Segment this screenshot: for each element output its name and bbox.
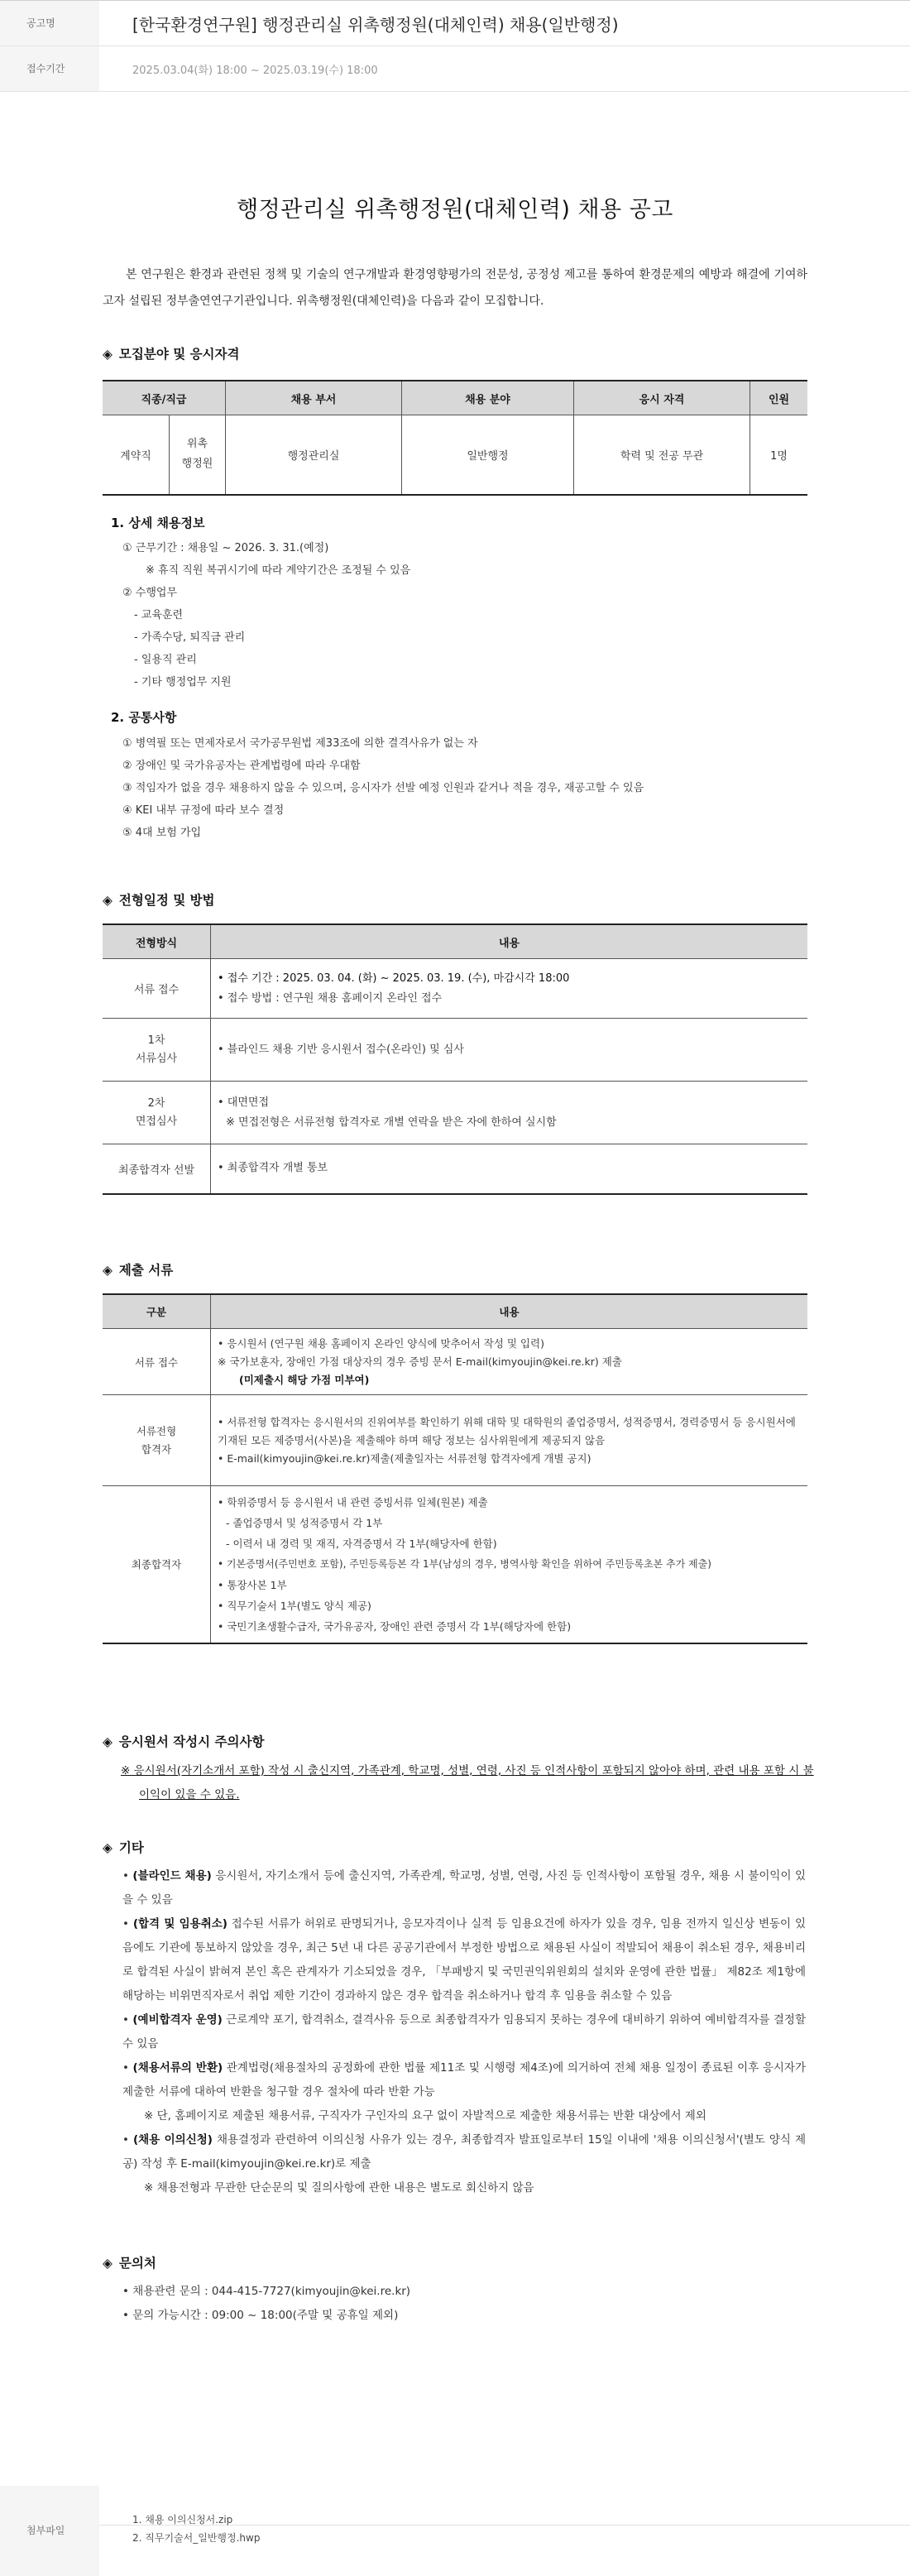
list-item: • 채용관련 문의 : 044-415-7727(kimyoujin@kei.re.kr) xyxy=(122,2285,411,2298)
content-line: • 학위증명서 등 응시원서 내 관련 증빙서류 일체(원본) 제출 xyxy=(218,1495,488,1509)
list-item: - 가족수당, 퇴직금 관리 xyxy=(134,631,246,644)
diamond-icon: ◈ xyxy=(103,893,113,908)
col-header: 전형방식 xyxy=(103,924,211,959)
list-item: ① 근무기간 : 채용일 ~ 2026. 3. 31.(예정) xyxy=(122,542,329,554)
etc-list xyxy=(122,1864,806,2200)
recruit-heading: ◈ 모집분야 및 응시자격 xyxy=(103,347,240,362)
attach-list xyxy=(132,2511,260,2547)
cell-name: 서류 접수 xyxy=(103,1329,211,1395)
notice-title: [한국환경연구원] 행정관리실 위촉행정원(대체인력) 채용(일반행정) xyxy=(132,14,619,35)
cell-name: 서류전형 합격자 xyxy=(103,1395,211,1486)
cell-grade: 위촉 행정원 xyxy=(170,415,226,495)
cell-content xyxy=(211,1395,808,1486)
cell-content xyxy=(211,1329,808,1395)
notice-content xyxy=(0,92,910,2526)
content-line: • 국민기초생활수급자, 국가유공자, 장애인 관련 증명서 각 1부(해당자에 한함) xyxy=(218,1619,572,1633)
diamond-icon: ◈ xyxy=(103,1263,113,1278)
diamond-icon: ◈ xyxy=(103,2256,113,2271)
col-header: 인원 xyxy=(750,381,808,415)
meta-title-row xyxy=(0,1,910,46)
docs-table xyxy=(103,1293,807,1644)
notice-period: 2025.03.04(화) 18:00 ~ 2025.03.19(수) 18:00 xyxy=(132,64,378,77)
contact-heading: ◈ 문의처 xyxy=(103,2256,156,2271)
col-header: 채용 부서 xyxy=(226,381,402,415)
cell-content xyxy=(211,1082,808,1144)
content-line: • 직무기술서 1부(별도 양식 제공) xyxy=(218,1599,371,1612)
etc-item: • (합격 및 임용취소) 접수된 서류가 허위로 판명되거나, 응모자격이나 실적 등 임용요건에 하자가 있을 경우, 임용 전까지 일신상 변동이 있음에도 기관에 통보하지 않았을 경우, 최근 5년 내 다른 공공기관에서 부정한 방법으로 채용된 사실이 적발되어 채용이 취소된 경우, 채용비리로 합격된 사실이 밝혀져 본인 혹은 관계자가 기소되었을 경우, 「부패방지 및 국민권익위원회의 설치와 운영에 관한 법률」 제82조 제1항에 해당하는 비위면직자로서 취업 제한 기간이 경과하지 않은 경우 합격을 취소하거나 합격 후 임용을 취소할 수 있음 xyxy=(122,1917,806,2003)
list-item: - 일용직 관리 xyxy=(134,654,197,666)
notice-meta xyxy=(0,0,910,92)
common-list xyxy=(122,732,644,844)
etc-item: • (채용 이의신청) 채용결정과 관련하여 이의신청 사유가 있는 경우, 최종합격자 발표일로부터 15일 이내에 '채용 이의신청서'(별도 양식 제공) 작성 후 E-mail(kimyoujin@kei.re.kr)로 제출 xyxy=(122,2133,806,2171)
content-line: • 접수 방법 : 연구원 채용 홈페이지 온라인 접수 xyxy=(218,991,443,1005)
doc-intro: 본 연구원은 환경과 관련된 정책 및 기술의 연구개발과 환경영향평가의 전문성, 공정성 제고를 통하여 환경문제의 예방과 해결에 기여하고자 설립된 정부출연연구기관입니다. 위촉행정원(대체인력)을 다음과 같이 모집합니다. xyxy=(103,268,807,308)
recruit-table xyxy=(103,380,807,496)
list-item: ③ 적임자가 없을 경우 채용하지 않을 수 있으며, 응시자가 선발 예정 인원과 같거나 적을 경우, 재공고할 수 있음 xyxy=(122,782,644,794)
cell-name: 2차 면접심사 xyxy=(103,1082,211,1144)
col-header: 직종/직급 xyxy=(103,381,226,415)
attach-label: 첨부파일 xyxy=(0,2486,99,2576)
cell-name: 서류 접수 xyxy=(103,959,211,1019)
list-item: • 문의 가능시간 : 09:00 ~ 18:00(주말 및 공휴일 제외) xyxy=(122,2309,399,2322)
cell-content xyxy=(211,1486,808,1643)
content-line: - 졸업증명서 및 성적증명서 각 1부 xyxy=(226,1516,383,1529)
cell-type: 계약직 xyxy=(103,415,170,495)
docs-heading: ◈ 제출 서류 xyxy=(103,1263,174,1278)
content-line: • 서류전형 합격자는 응시원서의 진위여부를 확인하기 위해 대학 및 대학원의 졸업증명서, 성적증명서, 경력증명서 등 응시원서에 기재된 모든 제증명서(사본)을 제출해야 하며 해당 정보는 심사위원에게 제공되지 않음 xyxy=(218,1415,796,1446)
list-item: ② 장애인 및 국가유공자는 관계법령에 따라 우대함 xyxy=(122,760,361,772)
list-item: ④ KEI 내부 규정에 따라 보수 결정 xyxy=(122,804,285,817)
content-line: • 응시원서 (연구원 채용 홈페이지 온라인 양식에 맞추어서 작성 및 입력) xyxy=(218,1336,544,1350)
cell-content xyxy=(211,959,808,1019)
list-item: ② 수행업무 xyxy=(122,587,178,599)
diamond-icon: ◈ xyxy=(103,1840,113,1855)
cell-count: 1명 xyxy=(750,415,808,495)
col-header: 채용 분야 xyxy=(402,381,574,415)
etc-item: • (채용서류의 반환) 관계법령(채용절차의 공정화에 관한 법률 제11조 및 시행령 제4조)에 의거하여 전체 채용 일정이 종료된 이후 응시자가 제출한 서류에 대하여 반환을 청구할 경우 절차에 따라 반환 가능 xyxy=(122,2061,807,2099)
etc-note: ※ 채용전형과 무관한 단순문의 및 질의사항에 관한 내용은 별도로 회신하지 않음 xyxy=(144,2181,534,2195)
diamond-icon: ◈ xyxy=(103,1734,113,1749)
caution-heading: ◈ 응시원서 작성시 주의사항 xyxy=(103,1734,265,1749)
col-header: 내용 xyxy=(211,1294,808,1329)
content-line: ※ 면접전형은 서류전형 합격자로 개별 연락을 받은 자에 한하여 실시함 xyxy=(226,1115,557,1129)
process-table xyxy=(103,923,807,1195)
list-item: ※ 휴직 직원 복귀시기에 따라 계약기간은 조정될 수 있음 xyxy=(146,564,411,577)
diamond-icon: ◈ xyxy=(103,347,113,362)
cell-qual: 학력 및 전공 무관 xyxy=(574,415,750,495)
content-line: • E-mail(kimyoujin@kei.re.kr)제출(제출일자는 서류전형 합격자에게 개별 공지) xyxy=(218,1451,592,1465)
content-line: • 대면면접 xyxy=(218,1096,270,1109)
etc-item: • (예비합격자 운영) 근로계약 포기, 합격취소, 결격사유 등으로 최종합격자가 임용되지 못하는 경우에 대비하기 위하여 예비합격자를 결정할 수 있음 xyxy=(122,2013,806,2051)
content-line: • 블라인드 채용 기반 응시원서 접수(온라인) 및 심사 xyxy=(218,1043,464,1056)
list-item: - 기타 행정업무 지원 xyxy=(134,676,232,688)
list-item: ① 병역필 또는 면제자로서 국가공무원법 제33조에 의한 결격사유가 없는 자 xyxy=(122,737,478,750)
col-header: 내용 xyxy=(211,924,808,959)
list-item: ⑤ 4대 보험 가입 xyxy=(122,827,202,839)
meta-period-row xyxy=(0,46,910,92)
content-line: • 접수 기간 : 2025. 03. 04. (화) ~ 2025. 03. 19. (수), 마감시각 18:00 xyxy=(218,971,570,985)
cell-dept: 행정관리실 xyxy=(226,415,402,495)
cell-name: 1차 서류심사 xyxy=(103,1019,211,1082)
contact-list xyxy=(122,2280,410,2328)
col-header: 구분 xyxy=(103,1294,211,1329)
col-header: 응시 자격 xyxy=(574,381,750,415)
list-item: - 교육훈련 xyxy=(134,609,184,621)
content-line: (미제출시 해당 가점 미부여) xyxy=(239,1373,370,1386)
detail-list xyxy=(122,537,410,693)
attachments xyxy=(0,2486,910,2576)
etc-item: • (블라인드 채용) 응시원서, 자기소개서 등에 출신지역, 가족관계, 학교명, 성별, 연령, 사진 등 인적사항이 포함될 경우, 채용 시 불이익이 있을 수 있음 xyxy=(122,1869,806,1907)
doc-title: 행정관리실 위촉행정원(대체인력) 채용 공고 xyxy=(237,197,673,223)
cell-content xyxy=(211,1144,808,1194)
content-line: • 기본증명서(주민번호 포함), 주민등록등본 각 1부(남성의 경우, 병역사항 확인을 위하여 주민등록초본 추가 제출) xyxy=(218,1557,711,1570)
content-line: ※ 국가보훈자, 장애인 가점 대상자의 경우 증빙 문서 E-mail(kimyoujin@kei.re.kr) 제출 xyxy=(218,1355,622,1368)
caution-text: ※ 응시원서(자기소개서 포함) 작성 시 출신지역, 가족관계, 학교명, 성별, 연령, 사진 등 인적사항이 포함되지 않아야 하며, 관련 내용 포함 시 불이익이 있을 수 있음. xyxy=(121,1764,814,1801)
attachment-link[interactable]: 1. 채용 이의신청서.zip xyxy=(132,2514,233,2526)
attachment-link[interactable]: 2. 직무기술서_일반행정.hwp xyxy=(132,2532,261,2544)
content-line: • 통장사본 1부 xyxy=(218,1578,287,1591)
cell-name: 최종합격자 선발 xyxy=(103,1144,211,1194)
meta-period-label: 접수기간 xyxy=(0,46,99,91)
etc-note: ※ 단, 홈페이지로 제출된 채용서류, 구직자가 구인자의 요구 없이 자발적으로 제출한 채용서류는 반환 대상에서 제외 xyxy=(144,2109,706,2123)
process-heading: ◈ 전형일정 및 방법 xyxy=(103,893,215,908)
common-heading: 2. 공통사항 xyxy=(111,710,177,725)
cell-name: 최종합격자 xyxy=(103,1486,211,1643)
cell-field: 일반행정 xyxy=(402,415,574,495)
detail-heading: 1. 상세 채용정보 xyxy=(111,516,205,530)
content-line: • 최종합격자 개별 통보 xyxy=(218,1162,328,1175)
meta-title-label: 공고명 xyxy=(0,1,99,46)
cell-content xyxy=(211,1019,808,1082)
etc-heading: ◈ 기타 xyxy=(103,1840,144,1855)
content-line: - 이력서 내 경력 및 재직, 자격증명서 각 1부(해당자에 한함) xyxy=(226,1537,497,1550)
